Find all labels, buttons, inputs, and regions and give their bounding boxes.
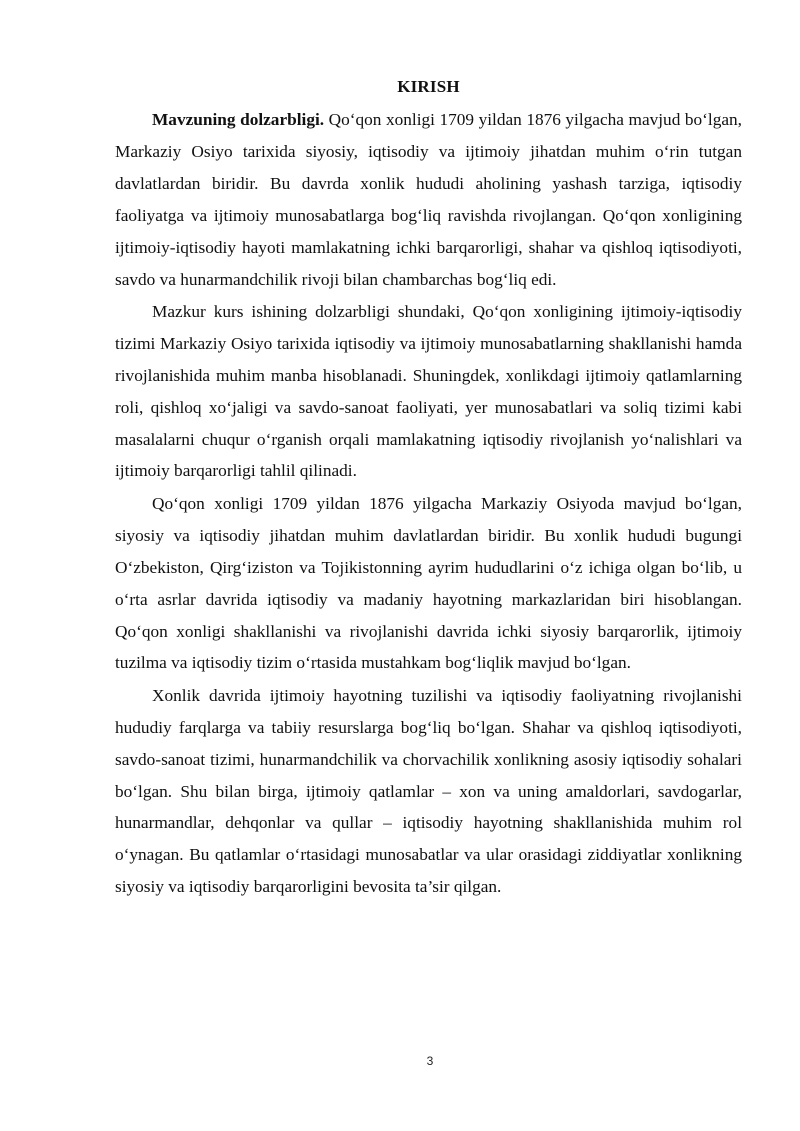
paragraph-history: Qo‘qon xonligi 1709 yildan 1876 yilgacha Markaziy Osiyoda mavjud bo‘lgan, siyosiy va iqtisodiy jihatdan muhim davlatlardan biridir. Bu xonlik hududi bugungi O‘zbekiston, Qirg‘iziston va Tojikistonning ayrim hududlarini o‘z ichiga olgan bo‘lib, u o‘rta asrlar davrida iqtisodiy va madaniy hayotning markazlaridan biri hisoblangan. Qo‘qon xonligi shakllanishi va rivojlanishi davrida ichki siyosiy barqarorlik, ijtimoiy tuzilma va iqtisodiy tizim o‘rtasida mustahkam bog‘liqlik mavjud bo‘lgan. (115, 493, 742, 673)
paragraph-relevance (115, 104, 742, 295)
paragraph-lead: Mavzuning dolzarbligi. (152, 110, 325, 129)
section-heading: KIRISH (397, 77, 460, 96)
paragraph-course-work: Mazkur kurs ishining dolzarbligi shundaki, Qo‘qon xonligining ijtimoiy-iqtisodiy tizimi Markaziy Osiyo tarixida iqtisodiy va ijtimoiy munosabatlarning shakllanishi hamda rivojlanishida muhim manba hisoblanadi. Shuningdek, xonlikdagi ijtimoiy qatlamlarning roli, qishloq xo‘jaligi va savdo-sanoat faoliyati, yer munosabatlari va soliq tizimi kabi masalalarni chuqur o‘rganish orqali mamlakatning iqtisodiy rivojlanish yo‘nalishlari va ijtimoiy barqarorligi tahlil qilinadi. (115, 301, 742, 481)
document-page (115, 72, 742, 903)
paragraph-social-structure: Xonlik davrida ijtimoiy hayotning tuzilishi va iqtisodiy faoliyatning rivojlanishi hududiy farqlarga va tabiiy resurslarga bog‘liq bo‘lgan. Shahar va qishloq iqtisodiyoti, savdo-sanoat tizimi, hunarmandchilik va chorvachilik xonlikning asosiy iqtisodiy sohalari bo‘lgan. Shu bilan birga, ijtimoiy qatlamlar – xon va uning amaldorlari, savdogarlar, hunarmandlar, dehqonlar va qullar – iqtisodiy hayotning shakllanishida muhim rol o‘ynagan. Bu qatlamlar o‘rtasidagi munosabatlar va ular orasidagi ziddiyatlar xonlikning siyosiy va iqtisodiy barqarorligini bevosita ta’sir qilgan. (115, 685, 742, 897)
page-number: 3 (426, 1054, 434, 1068)
paragraph-text: Qo‘qon xonligi 1709 yildan 1876 yilgacha mavjud bo‘lgan, Markaziy Osiyo tarixida siyosiy, iqtisodiy va ijtimoiy jihatdan muhim o‘rin tutgan davlatlardan biridir. Bu davrda xonlik hududi aholining yashash tarziga, iqtisodiy faoliyatga va ijtimoiy munosabatlarga bog‘liq ravishda rivojlangan. Qo‘qon xonligining ijtimoiy-iqtisodiy hayoti mamlakatning ichki barqarorligi, shahar va qishloq iqtisodiyoti, savdo va hunarmandchilik rivoji bilan chambarchas bog‘liq edi. (115, 110, 742, 289)
